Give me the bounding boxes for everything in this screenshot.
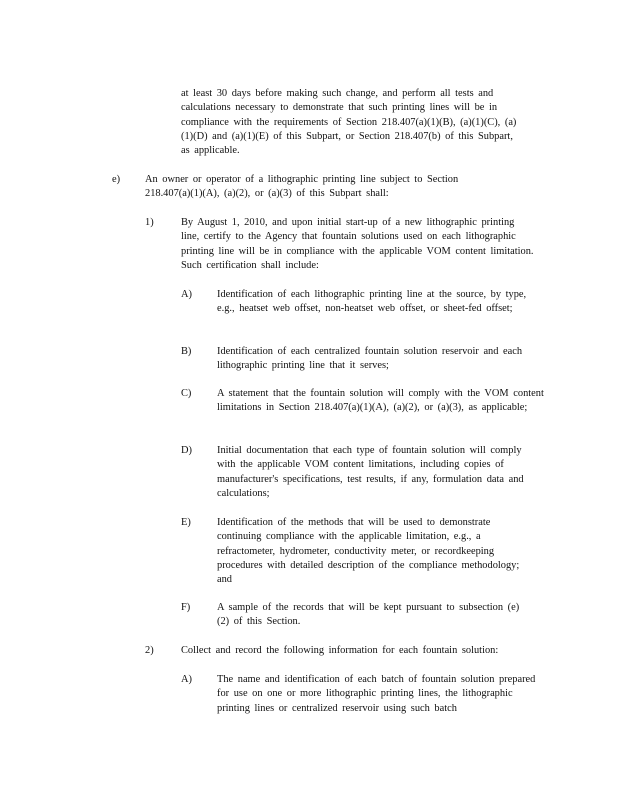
item-1-d-text: Initial documentation that each type of fountain solution will comply with the applicable VOM content limitations, including copies of manufacturer's specifications, test results, if any, formulation data and calculations; [217,445,524,499]
item-1-text: By August 1, 2010, and upon initial start-up of a new lithographic printing line, certify to the Agency that fountain solutions used on each lithographic printing line will be in compliance with the applicable VOM content limitation. Such certification shall include: [181,217,534,271]
item-2-text: Collect and record the following information for each fountain solution: [181,645,499,656]
item-1-d-label: D) [181,445,192,456]
item-2-label: 2) [145,645,154,656]
item-1-e-text: Identification of the methods that will be used to demonstrate continuing compliance with the applicable limitation, e.g., a refractometer, hydrometer, conductivity meter, or recordkeeping procedures with detailed description of the compliance methodology; and [217,517,520,586]
item-2-a-text: The name and identification of each batch of fountain solution prepared for use on one or more lithographic printing lines, the lithographic printing lines or centralized reservoir using such batch [217,674,536,714]
item-1-a-label: A) [181,289,192,300]
item-1-c-text: A statement that the fountain solution will comply with the VOM content limitations in Section 218.407(a)(1)(A), (a)(2), or (a)(3), as applicable; [217,388,544,414]
item-1-a-text: Identification of each lithographic printing line at the source, by type, e.g., heatset web offset, non-heatset web offset, or sheet-fed offset; [217,289,527,315]
item-1-f-text: A sample of the records that will be kept pursuant to subsection (e)(2) of this Section. [217,602,520,628]
item-1-b-label: B) [181,346,192,357]
item-1-label: 1) [145,217,154,228]
section-e-label: e) [112,174,121,185]
section-e-text: An owner or operator of a lithographic printing line subject to Section 218.407(a)(1)(A), (a)(2), or (a)(3) of this Subpart shall: [145,174,459,200]
item-2-a-label: A) [181,674,192,685]
item-1-c-label: C) [181,388,192,399]
item-1-e-label: E) [181,517,191,528]
item-1-f-label: F) [181,602,191,613]
intro-paragraph: at least 30 days before making such change, and perform all tests and calculations necessary to demonstrate that such printing lines will be in compliance with the requirements of Section 218.407(a)(1)(B), (a)(1)(C), (a)(1)(D) and (a)(1)(E) of this Subpart, or Section 218.407(b) of this Subpart, as applicable. [181,88,517,157]
item-1-b-text: Identification of each centralized fountain solution reservoir and each lithographic printing line that it serves; [217,346,523,372]
